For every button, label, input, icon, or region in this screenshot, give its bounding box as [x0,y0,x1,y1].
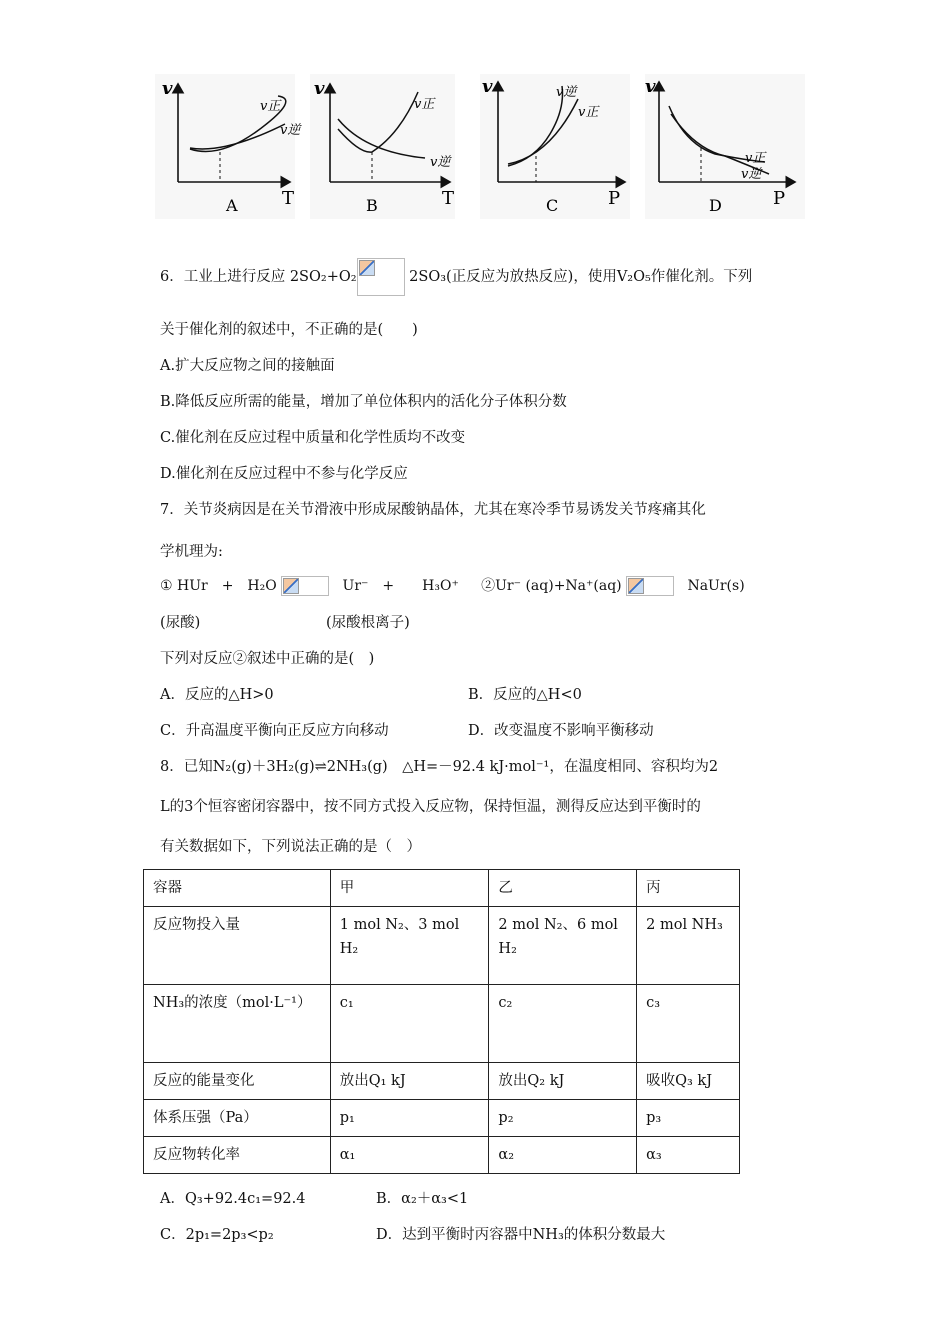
graph-a-vr-label: v逆 [280,123,301,138]
table-cell: p₃ [637,1100,740,1137]
q6-option-c: C.催化剂在反应过程中质量和化学性质均不改变 [160,430,466,446]
table-cell: 反应物投入量 [144,907,331,985]
graph-c-letter: C [546,196,559,215]
table-cell: 吸收Q₃ kJ [637,1063,740,1100]
q7-option-d: D．改变温度不影响平衡移动 [468,723,654,739]
q7-eq2-left: ②Ur⁻ (aq)+Na⁺(aq) [481,578,622,594]
graph-c-axis: P [608,188,621,209]
q7-equations [160,575,745,596]
graph-c [480,74,630,219]
q6-line1 [160,258,752,296]
graph-a [155,74,302,219]
q8-line1: 8．已知N₂(g)＋3H₂(g)⇌2NH₃(g) △H=－92.4 kJ·mol⁻¹，在温度相同、容积均为2 [160,759,719,775]
graph-d [645,74,805,219]
table-cell: 2 mol NH₃ [637,907,740,985]
graph-d-letter: D [709,196,722,215]
q8-line2: L的3个恒容密闭容器中，按不同方式投入反应物，保持恒温，测得反应达到平衡时的 [160,799,701,815]
q6-option-a: A.扩大反应物之间的接触面 [160,358,335,374]
table-header-cell: 乙 [489,870,637,907]
table-cell: c₁ [330,985,489,1063]
table-cell: 体系压强（Pa） [144,1100,331,1137]
q7-eq1-left: ① HUr + H₂O [160,578,277,594]
q7-option-c: C．升高温度平衡向正反应方向移动 [160,723,389,739]
q6-option-d: D.催化剂在反应过程中不参与化学反应 [160,466,408,482]
table-row [144,985,740,1063]
table-row [144,1100,740,1137]
q6-line1-pre: 6．工业上进行反应 2SO₂+O₂ [160,269,357,285]
table-cell: p₁ [330,1100,489,1137]
q8-option-d: D．达到平衡时丙容器中NH₃的体积分数最大 [376,1227,666,1243]
graph-c-vf-label: v正 [578,105,599,120]
graph-d-vr-label: v逆 [741,167,762,182]
equilibrium-arrow-image [626,576,674,596]
table-cell: 反应的能量变化 [144,1063,331,1100]
table-cell: NH₃的浓度（mol·L⁻¹） [144,985,331,1063]
q8-option-a: A．Q₃+92.4c₁=92.4 [160,1191,306,1207]
table-row [144,907,740,985]
graph-c-vr-label: v逆 [556,85,577,100]
equilibrium-arrow-image [357,258,405,296]
table-cell: α₁ [330,1137,489,1174]
q7-line2: 学机理为: [160,544,223,560]
table-cell: c₃ [637,985,740,1063]
table-header-cell: 甲 [330,870,489,907]
graph-a-v-label: v [162,78,173,99]
table-cell: p₂ [489,1100,637,1137]
table-cell: 1 mol N₂、3 mol H₂ [330,907,489,985]
graph-b-axis: T [442,188,455,209]
table-row [144,1137,740,1174]
table-cell: 2 mol N₂、6 mol H₂ [489,907,637,985]
table-header-cell: 丙 [637,870,740,907]
q7-note2: (尿酸根离子) [326,615,410,631]
graph-a-letter: A [226,196,238,215]
q8-line3: 有关数据如下，下列说法正确的是（ ） [160,839,421,855]
table-cell: c₂ [489,985,637,1063]
q7-option-b: B．反应的△H<0 [468,687,582,703]
table-header-cell: 容器 [144,870,331,907]
q7-question: 下列对反应②叙述中正确的是( ) [160,651,375,667]
graph-b-v-label: v [314,78,325,99]
graph-b-vf-label: v正 [414,97,435,112]
q8-option-b: B．α₂＋α₃<1 [376,1191,469,1207]
table-cell: 放出Q₁ kJ [330,1063,489,1100]
q6-line1-post: 2SO₃(正反应为放热反应)，使用V₂O₅作催化剂。下列 [409,269,753,285]
q7-line1: 7．关节炎病因是在关节滑液中形成尿酸钠晶体，尤其在寒冷季节易诱发关节疼痛其化 [160,502,706,518]
q7-option-a: A．反应的△H>0 [160,687,274,703]
graph-b-vr-label: v逆 [430,155,451,170]
table-cell: α₃ [637,1137,740,1174]
graph-d-v-label: v [645,76,656,97]
q7-eq1-right: Ur⁻ + H₃O⁺ [342,578,459,594]
data-table [143,869,740,1174]
table-header-row [144,870,740,907]
graph-a-vf-label: v正 [260,99,281,114]
q7-eq2-right: NaUr(s) [687,578,745,594]
q7-note1: (尿酸) [160,615,201,631]
graph-b-letter: B [366,196,378,215]
q6-option-b: B.降低反应所需的能量，增加了单位体积内的活化分子体积分数 [160,394,567,410]
graph-d-axis: P [773,188,786,209]
table-cell: 放出Q₂ kJ [489,1063,637,1100]
table-cell: α₂ [489,1137,637,1174]
equilibrium-arrow-image [281,576,329,596]
q8-option-c: C．2p₁=2p₃<p₂ [160,1227,274,1243]
rate-graphs [150,74,810,224]
graph-d-vf-label: v正 [745,151,766,166]
graph-c-v-label: v [482,76,493,97]
graph-a-axis: T [282,188,295,209]
q6-line2: 关于催化剂的叙述中，不正确的是( ) [160,322,418,338]
graph-b [310,74,455,219]
table-cell: 反应物转化率 [144,1137,331,1174]
table-row [144,1063,740,1100]
